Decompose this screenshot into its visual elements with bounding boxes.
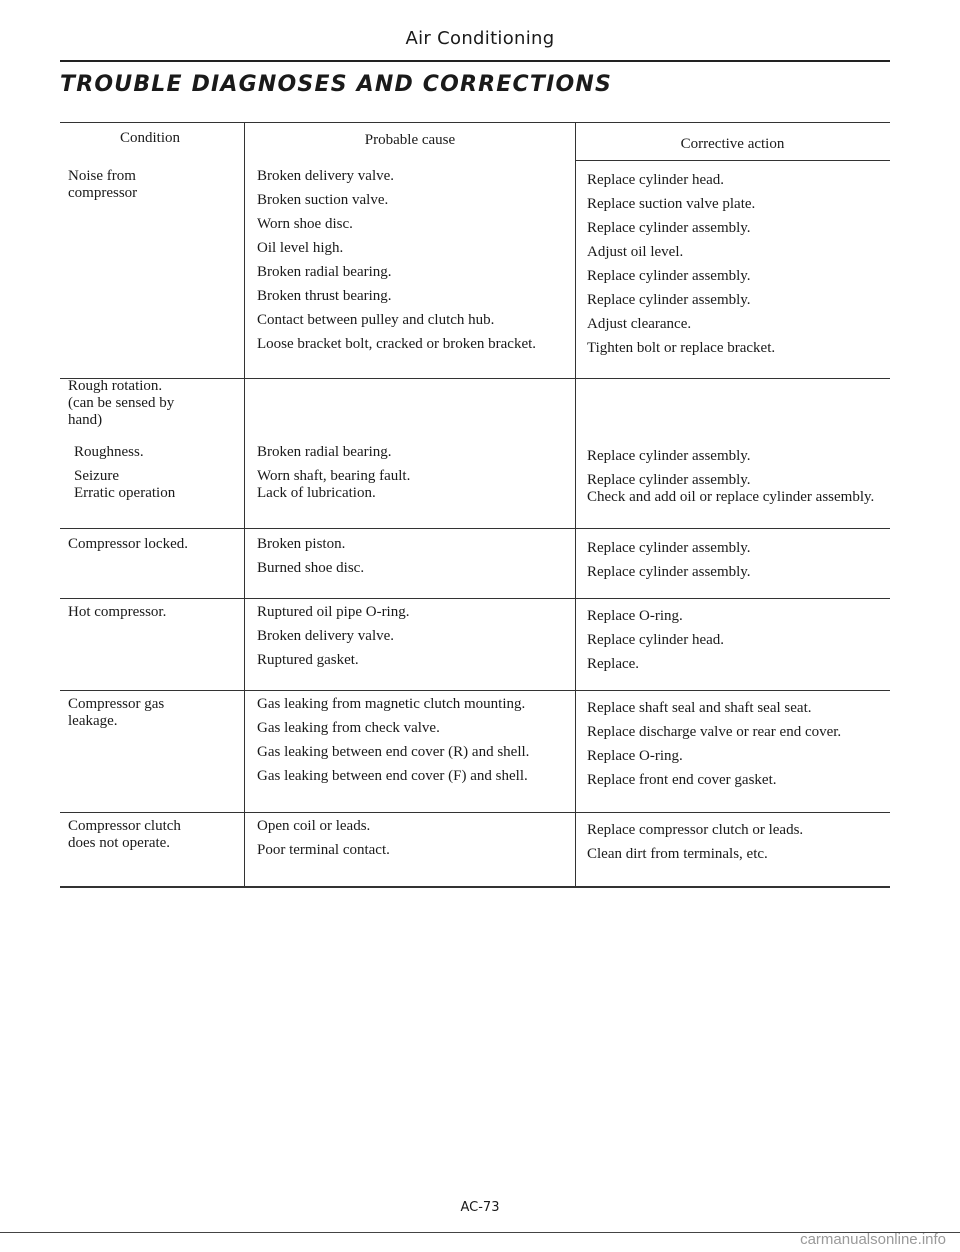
action-item: Replace O-ring. (587, 608, 683, 624)
condition-text: Compressor clutch (68, 818, 181, 834)
condition-text: (can be sensed by (68, 395, 175, 411)
table-header-line (60, 122, 890, 123)
action-item: Replace discharge valve or rear end cover. (587, 724, 842, 740)
condition-text: hand) (68, 412, 103, 428)
col-divider-2 (575, 122, 576, 888)
group-separator (60, 690, 890, 691)
cause-item: Worn shoe disc. (257, 216, 353, 232)
condition-text: Compressor locked. (68, 536, 188, 552)
action-item: Adjust clearance. (587, 316, 692, 332)
col-header-action: Corrective action (680, 136, 785, 152)
action-item: Replace cylinder head. (587, 632, 725, 648)
cause-item: Ruptured oil pipe O-ring. (257, 604, 410, 620)
cause-item: Broken suction valve. (257, 192, 389, 208)
condition-text: Compressor gas (68, 696, 165, 712)
action-item: Replace cylinder head. (587, 172, 725, 188)
cause-item: Gas leaking from check valve. (257, 720, 440, 736)
action-item: Adjust oil level. (587, 244, 684, 260)
group-separator (60, 812, 890, 813)
header-bottom-line (575, 160, 890, 161)
page-header: Air Conditioning (405, 28, 555, 49)
action-item: Replace shaft seal and shaft seal seat. (587, 700, 812, 716)
action-item: Replace front end cover gasket. (587, 772, 777, 788)
trouble-table (60, 116, 890, 896)
condition-text: compressor (68, 185, 138, 201)
top-rule (60, 60, 890, 62)
cause-item: Open coil or leads. (257, 818, 371, 834)
cause-item: Poor terminal contact. (257, 842, 390, 858)
page-title: TROUBLE DIAGNOSES AND CORRECTIONS (60, 72, 613, 97)
action-item: Replace cylinder assembly. (587, 292, 751, 308)
action-item: Replace O-ring. (587, 748, 683, 764)
subcondition-text: Erratic operation (74, 485, 176, 501)
cause-item: Broken piston. (257, 536, 346, 552)
action-item: Replace. (587, 656, 640, 672)
col-header-cause: Probable cause (364, 132, 456, 148)
action-item: Replace cylinder assembly. (587, 472, 751, 488)
cause-item: Broken radial bearing. (257, 444, 392, 460)
cause-item: Broken radial bearing. (257, 264, 392, 280)
condition-text: Hot compressor. (68, 604, 167, 620)
action-item: Replace cylinder assembly. (587, 268, 751, 284)
cause-item: Oil level high. (257, 240, 344, 256)
action-item: Replace cylinder assembly. (587, 448, 751, 464)
cause-item: Contact between pulley and clutch hub. (257, 312, 495, 328)
action-item: Tighten bolt or replace bracket. (587, 340, 776, 356)
page-number: AC-73 (460, 1200, 500, 1215)
cause-item: Lack of lubrication. (257, 485, 376, 501)
col-header-condition: Condition (119, 130, 180, 146)
action-item: Replace cylinder assembly. (587, 564, 751, 580)
subcondition-text: Seizure (74, 468, 119, 484)
cause-item: Loose bracket bolt, cracked or broken bracket. (257, 336, 537, 352)
table-bottom-line (60, 886, 890, 888)
condition-text: Noise from (68, 168, 136, 184)
col-divider-1 (244, 122, 245, 888)
action-item: Replace compressor clutch or leads. (587, 822, 804, 838)
subcondition-text: Roughness. (74, 444, 144, 460)
cause-item: Burned shoe disc. (257, 560, 365, 576)
action-item: Check and add oil or replace cylinder assembly. (587, 489, 875, 505)
watermark: carmanualsonline.info (800, 1231, 946, 1248)
cause-item: Worn shaft, bearing fault. (257, 468, 411, 484)
group-separator (60, 598, 890, 599)
action-item: Replace cylinder assembly. (587, 220, 751, 236)
condition-text: leakage. (68, 713, 118, 729)
cause-item: Broken delivery valve. (257, 168, 395, 184)
cause-item: Gas leaking between end cover (R) and shell. (257, 744, 530, 760)
action-item: Replace cylinder assembly. (587, 540, 751, 556)
cause-item: Broken thrust bearing. (257, 288, 392, 304)
condition-text: does not operate. (68, 835, 171, 851)
condition-text: Rough rotation. (68, 378, 163, 394)
cause-item: Gas leaking from magnetic clutch mounting. (257, 696, 526, 712)
action-item: Clean dirt from terminals, etc. (587, 846, 768, 862)
cause-item: Broken delivery valve. (257, 628, 395, 644)
action-item: Replace suction valve plate. (587, 196, 756, 212)
group-separator (60, 528, 890, 529)
cause-item: Gas leaking between end cover (F) and shell. (257, 768, 528, 784)
cause-item: Ruptured gasket. (257, 652, 359, 668)
